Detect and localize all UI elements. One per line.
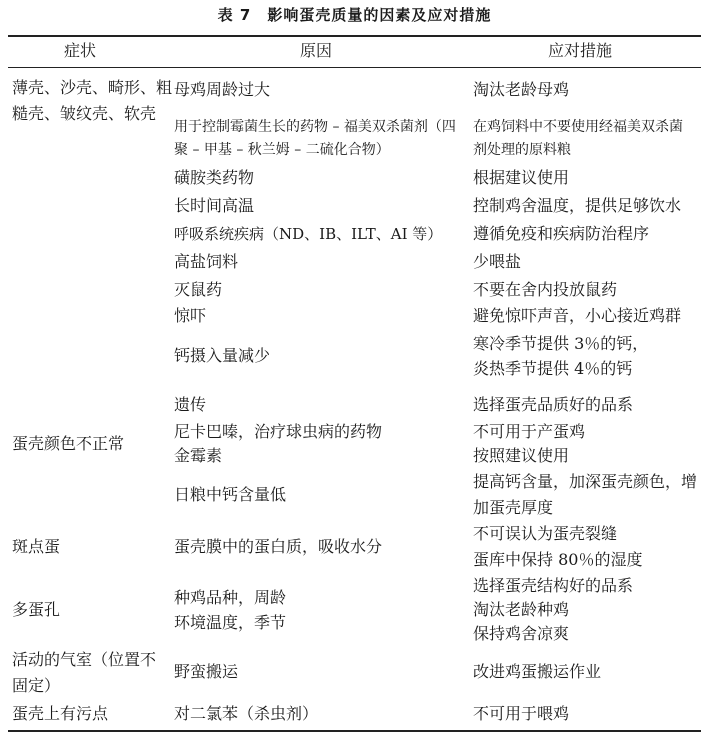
measure-humidity: 蛋库中保持 80％的湿度 <box>473 550 643 569</box>
measure-thiram-line2: 剂处理的原料粮 <box>473 142 571 158</box>
cause-old-hens: 母鸡周龄过大 <box>174 80 271 99</box>
measure-raise-calcium-line1: 提高钙含量，加深蛋壳颜色，增 <box>473 472 698 491</box>
symptom-thin-shell-line2: 糙壳、皱纹壳、软壳 <box>12 104 157 123</box>
measure-calcium-hot: 炎热季节提供 4％的钙 <box>473 359 633 378</box>
measure-immunization: 遵循免疫和疾病防治程序 <box>473 224 650 243</box>
measure-less-salt: 少喂盐 <box>473 252 522 271</box>
cause-rodenticide: 灭鼠药 <box>174 280 223 299</box>
cause-fright: 惊吓 <box>174 306 207 325</box>
symptom-air-cell-line1: 活动的气室（位置不 <box>12 650 157 669</box>
cause-low-calcium-intake: 钙摄入量减少 <box>174 346 271 365</box>
symptom-abnormal-color: 蛋壳颜色不正常 <box>12 434 125 453</box>
header-cause: 原因 <box>300 41 333 60</box>
cause-low-dietary-calcium: 日粮中钙含量低 <box>174 485 287 504</box>
cause-membrane-protein: 蛋壳膜中的蛋白质，吸收水分 <box>174 537 383 556</box>
symptom-porous-shell: 多蛋孔 <box>12 600 61 619</box>
cause-high-salt-feed: 高盐饲料 <box>174 252 239 271</box>
bottom-rule <box>8 730 701 732</box>
measure-select-shell-structure: 选择蛋壳结构好的品系 <box>473 576 634 595</box>
cause-breed-age: 种鸡品种，周龄 <box>174 588 287 607</box>
cause-respiratory-disease: 呼吸系统疾病（ND、IB、ILT、AI 等） <box>174 225 443 243</box>
cause-nicarbazin: 尼卡巴嗪，治疗球虫病的药物 <box>174 422 383 441</box>
header-measure: 应对措施 <box>548 41 613 60</box>
header-symptom: 症状 <box>64 41 97 60</box>
measure-not-for-feeding: 不可用于喂鸡 <box>473 704 570 723</box>
measure-thiram-line1: 在鸡饲料中不要使用经福美双杀菌 <box>473 119 683 135</box>
symptom-dirty-shell: 蛋壳上有污点 <box>12 704 109 723</box>
symptom-spotted-egg: 斑点蛋 <box>12 537 61 556</box>
cause-high-temperature: 长时间高温 <box>174 196 255 215</box>
cause-thiram-line1: 用于控制霉菌生长的药物 – 福美双杀菌剂（四 <box>174 119 456 135</box>
measure-select-strain: 选择蛋壳品质好的品系 <box>473 395 634 414</box>
cause-rough-handling: 野蛮搬运 <box>174 662 239 681</box>
symptom-thin-shell-line1: 薄壳、沙壳、畸形、粗 <box>12 78 173 97</box>
measure-use-as-advised: 根据建议使用 <box>473 168 570 187</box>
table-caption: 表 7 影响蛋壳质量的因素及应对措施 <box>217 6 492 24</box>
measure-not-for-layers: 不可用于产蛋鸡 <box>473 422 586 441</box>
measure-calcium-cold: 寒冷季节提供 3％的钙， <box>473 334 649 353</box>
header-rule <box>8 67 701 68</box>
measure-raise-calcium-line2: 加蛋壳厚度 <box>473 498 554 517</box>
measure-cull-old-hens: 淘汰老龄母鸡 <box>473 80 570 99</box>
measure-keep-cool: 保持鸡舍凉爽 <box>473 624 570 643</box>
measure-control-temperature: 控制鸡舍温度，提供足够饮水 <box>473 196 682 215</box>
cause-aureomycin: 金霉素 <box>174 446 223 465</box>
cause-paradichlorobenzene: 对二氯苯（杀虫剂） <box>174 704 319 723</box>
measure-improve-handling: 改进鸡蛋搬运作业 <box>473 662 602 681</box>
symptom-air-cell-line2: 固定） <box>12 676 61 695</box>
measure-not-crack: 不可误认为蛋壳裂缝 <box>473 524 618 543</box>
cause-environment-season: 环境温度，季节 <box>174 613 287 632</box>
cause-sulfonamides: 磺胺类药物 <box>174 168 255 187</box>
measure-no-rodenticide: 不要在舍内投放鼠药 <box>473 280 618 299</box>
measure-avoid-fright: 避免惊吓声音，小心接近鸡群 <box>473 306 682 325</box>
top-rule <box>8 35 701 37</box>
measure-cull-old-breeders: 淘汰老龄种鸡 <box>473 600 570 619</box>
cause-genetics: 遗传 <box>174 395 207 414</box>
measure-follow-advice: 按照建议使用 <box>473 446 570 465</box>
cause-thiram-line2: 聚 – 甲基 – 秋兰姆 – 二硫化合物） <box>174 142 390 158</box>
